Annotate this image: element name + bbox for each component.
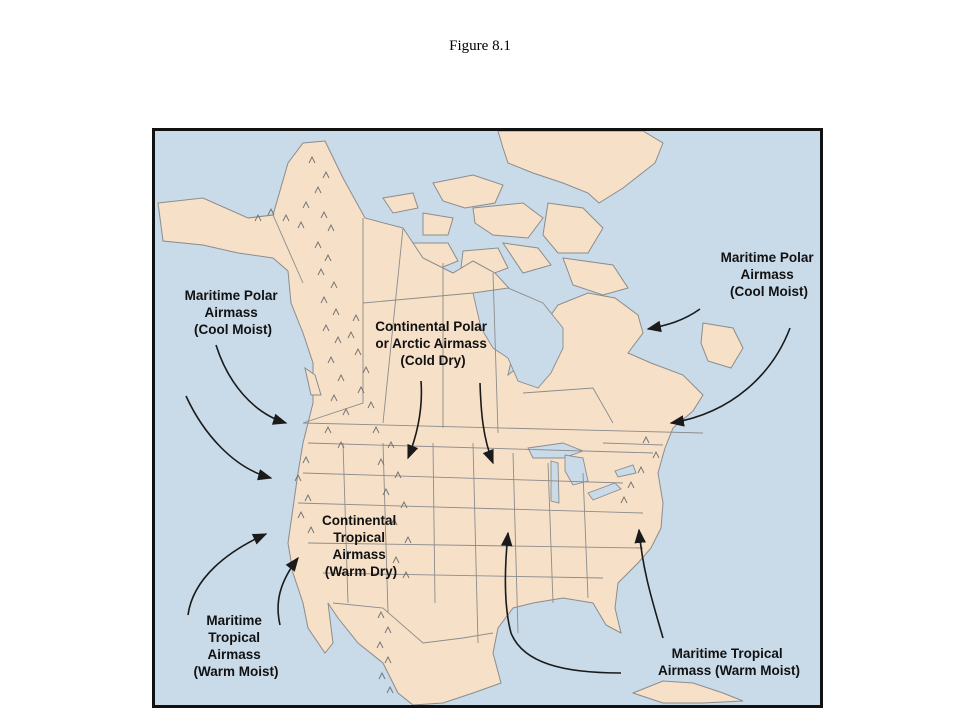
label-maritime-polar-west: Maritime Polar Airmass (Cool Moist) xyxy=(184,288,278,337)
arrow-icon xyxy=(648,309,700,329)
figure-title: Figure 8.1 xyxy=(449,38,511,54)
label-continental-polar: Continental Polar or Arctic Airmass (Cold Dry) xyxy=(375,319,487,368)
newfoundland xyxy=(701,323,743,368)
label-continental-tropical: Continental Tropical Airmass (Warm Dry) xyxy=(321,513,398,579)
label-maritime-tropical-east: Maritime Tropical Airmass (Warm Moist) xyxy=(657,646,801,678)
cuba xyxy=(633,681,743,703)
label-maritime-tropical-west: Maritime Tropical Airmass (Warm Moist) xyxy=(193,613,279,679)
label-maritime-polar-east: Maritime Polar Airmass (Cool Moist) xyxy=(720,250,814,299)
greenland xyxy=(498,131,663,203)
airmass-map xyxy=(152,128,823,708)
arrow-icon xyxy=(188,534,266,615)
arrow-icon xyxy=(216,345,286,423)
